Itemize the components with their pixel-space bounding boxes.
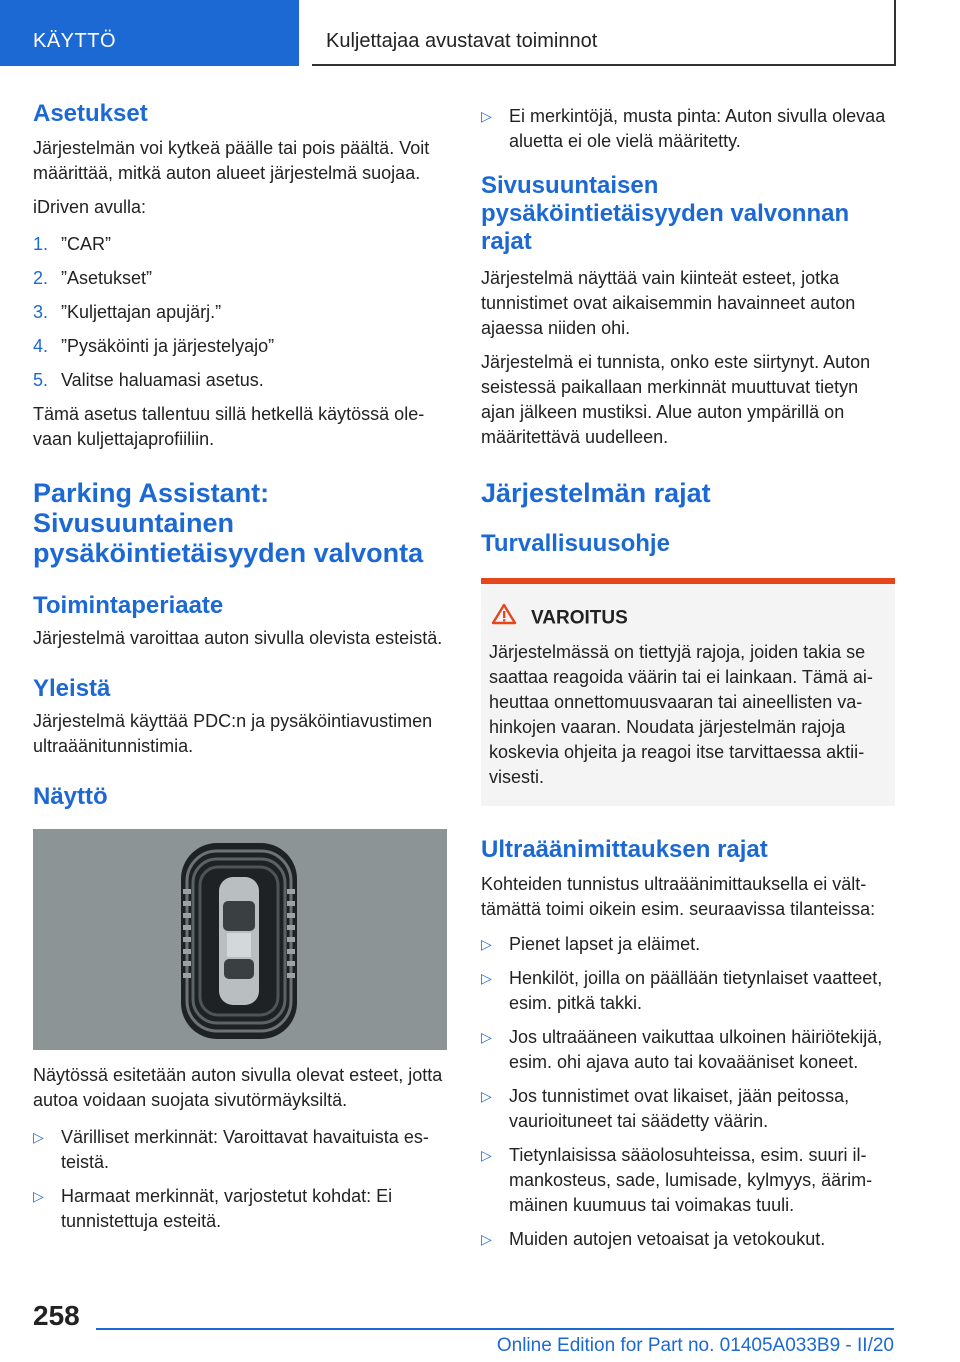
list-item: 1. ”CAR” [33,234,111,254]
warning-label: VAROITUS [531,607,628,629]
ultra-paragraph: Kohteiden tunnistus ultraäänimittauksella ei välttämättä toimi oikein esim. seuraavissa tilanteissa: [481,874,876,919]
rajat-paragraph-1: Järjestelmä näyttää vain kiinteät esteet, jotka tunnistimet ovat aikaisemmin havainneet auton ajaessa niiden ohi. [481,268,856,338]
yleista-heading: Yleistä [33,675,111,702]
list-item: 4. ”Pysäköinti ja järjestelyajo” [33,336,275,356]
list-item: ▷ Henkilöt, joilla on päällään tietynlaiset vaatteet, esim. pitkä takki. [481,968,883,1013]
ultra-bullets [481,932,895,1252]
asetukset-note: Tämä asetus tallentuu sillä hetkellä käytössä olevaan kuljettajaprofiiliin. [33,404,425,449]
rajat-paragraph-2: Järjestelmä ei tunnista, onko este siirtynyt. Auton seistessä paikallaan merkinnät muuttuvat tietyn ajan jälkeen mustiksi. Alue auton ympärillä on määritettävä uudelleen. [481,352,871,447]
section-tab [0,0,299,66]
warning-title [489,603,887,634]
chapter-tab [312,0,896,66]
page-number: 258 [33,1300,80,1331]
page-header [0,0,960,66]
rajat-heading: Sivusuuntaisen pysäköintietäisyyden valvonnan rajat [481,172,850,255]
list-item: ▷ Ei merkintöjä, musta pinta: Auton sivulla olevaa aluetta ei ole vielä määritetty. [481,106,886,151]
chapter-label: Kuljettajaa avustavat toiminnot [326,30,598,52]
warning-triangle-icon [491,603,517,634]
footer-divider [96,1328,894,1330]
toimintaperiaate-paragraph: Järjestelmä varoittaa auton sivulla olevista esteistä. [33,628,443,648]
section-label: KÄYTTÖ [33,30,117,52]
triangle-right-icon: ▷ [481,1029,492,1045]
list-item: ▷ Jos ultraääneen vaikuttaa ulkoinen häiriötekijä, esim. ohi ajava auto tai kovaääniset koneet. [481,1027,883,1072]
ultra-heading: Ultraäänimittauksen rajat [481,836,768,863]
triangle-right-icon: ▷ [481,108,492,124]
settings-steps [33,232,447,393]
triangle-right-icon: ▷ [481,1088,492,1104]
left-column [33,100,447,1243]
yleista-paragraph: Järjestelmä käyttää PDC:n ja pysäköintiavustimen ultraäänitunnistimia. [33,711,433,756]
main-heading: Parking Assistant: Sivusuuntainen pysäköintietäisyyden valvonta [33,478,424,568]
edition-text: Online Edition for Part no. 01405A033B9 - II/20 [496,1335,894,1356]
list-item: 3. ”Kuljettajan apujärj.” [33,302,222,322]
triangle-right-icon: ▷ [481,1147,492,1163]
list-item: 5. Valitse haluamasi asetus. [33,370,264,390]
list-item: ▷ Muiden autojen vetoaisat ja vetokoukut. [481,1227,895,1252]
top-bullets [481,104,895,154]
list-item: ▷ Harmaat merkinnät, varjostetut kohdat: Ei tunnistettuja esteitä. [33,1186,393,1231]
asetukset-heading: Asetukset [33,100,148,127]
car-top-view-icon [33,829,447,1050]
triangle-right-icon: ▷ [33,1129,44,1145]
list-item: ▷ Värilliset merkinnät: Varoittavat havaituista esteistä. [33,1127,429,1172]
naytto-paragraph: Näytössä esitetään auton sivulla olevat esteet, jotta autoa voidaan suojata sivutörmäyksiltä. [33,1065,443,1110]
asetukset-idrive: iDriven avulla: [33,197,147,217]
naytto-bullets [33,1125,447,1234]
list-item: 2. ”Asetukset” [33,268,153,288]
parking-display-image [33,829,447,1050]
turvallisuus-heading: Turvallisuusohje [481,530,670,557]
triangle-right-icon: ▷ [33,1188,44,1204]
warning-box [481,578,895,806]
triangle-right-icon: ▷ [481,970,492,986]
asetukset-paragraph: Järjestelmän voi kytkeä päälle tai pois päältä. Voit määrittää, mitkä auton alueet järjestelmä suojaa. [33,138,430,183]
triangle-right-icon: ▷ [481,1231,492,1247]
list-item: ▷ Tietynlaisissa sääolosuhteissa, esim. suuri ilmankosteus, sade, lumisade, kylmyys, äärimmäinen kuumuus tai voimakas tuuli. [481,1145,873,1215]
list-item: ▷ Jos tunnistimet ovat likaiset, jään peitossa, vaurioituneet tai säädetty väärin. [481,1086,850,1131]
warning-text: Järjestelmässä on tiettyjä rajoja, joiden takia se saattaa reagoida väärin tai ei lainkaan. Tämä aiheuttaa onnettomuusvaaran tai aineellisten vahinkojen vaaran. Noudata järjestelmän rajoja koskevia ohjeita ja reagoi itse tarvittaessa aktiivisesti. [489,642,873,787]
triangle-right-icon: ▷ [481,936,492,952]
right-column [481,104,895,1261]
naytto-heading: Näyttö [33,783,108,810]
toimintaperiaate-heading: Toimintaperiaate [33,592,224,619]
jrajat-heading: Järjestelmän rajat [481,478,711,508]
list-item: ▷ Pienet lapset ja eläimet. [481,932,895,957]
